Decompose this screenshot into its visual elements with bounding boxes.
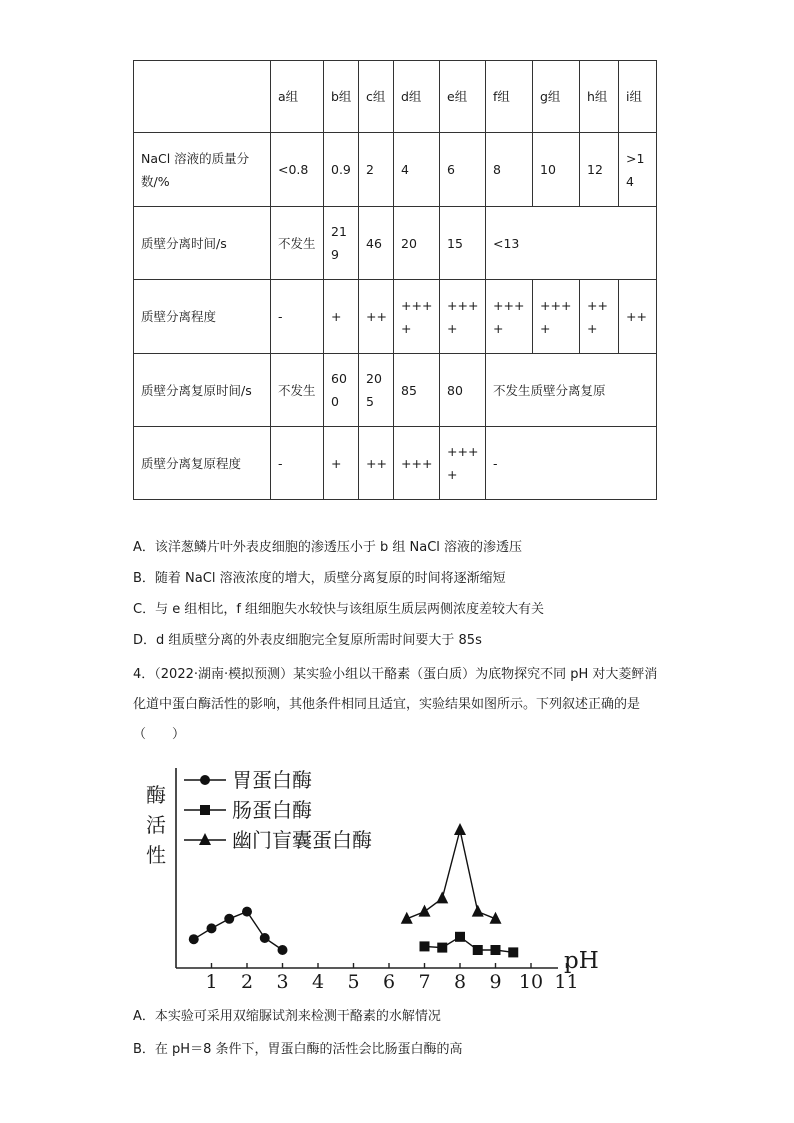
data-point	[200, 805, 210, 815]
question-4-stem: 4．（2022·湖南·模拟预测）某实验小组以干酪素（蛋白质）为底物探究不同 pH 对大菱鲆消化道中蛋白酶活性的影响，其他条件相同且适宜，实验结果如图所示。下列叙述正确的是（ ）	[133, 667, 658, 742]
table-cell: 10	[533, 133, 580, 207]
legend-label: 幽门盲囊蛋白酶	[232, 828, 372, 852]
table-cell: +	[324, 280, 359, 354]
row-label: 质壁分离时间/s	[134, 207, 271, 280]
table-cell: -	[271, 280, 324, 354]
table-cell-merged: 不发生质壁分离复原	[486, 354, 657, 427]
enzyme-activity-chart	[140, 760, 610, 992]
table-cell: 0.9	[324, 133, 359, 207]
series-square	[420, 932, 519, 958]
data-point	[491, 945, 501, 955]
table-cell: ++++	[394, 280, 440, 354]
data-point	[200, 775, 210, 785]
table-cell-merged: -	[486, 427, 657, 500]
table-cell: 600	[324, 354, 359, 427]
x-tick-label: 1	[205, 971, 218, 992]
table-cell-merged: <13	[486, 207, 657, 280]
data-point	[508, 947, 518, 957]
table-cell: 8	[486, 133, 533, 207]
q3-option-d: D．d 组质壁分离的外表皮细胞完全复原所需时间要大于 85s	[133, 633, 482, 648]
q3-option-a: A．该洋葱鳞片叶外表皮细胞的渗透压小于 b 组 NaCl 溶液的渗透压	[133, 540, 523, 555]
row-label: 质壁分离程度	[134, 280, 271, 354]
table-cell: 2	[359, 133, 394, 207]
table-cell: ++	[359, 427, 394, 500]
table-cell: 6	[440, 133, 486, 207]
data-table	[133, 60, 657, 500]
table-row	[134, 427, 657, 500]
table-header-cell: c组	[359, 61, 394, 133]
table-row	[134, 280, 657, 354]
data-point	[420, 941, 430, 951]
data-point	[260, 933, 270, 943]
data-point	[224, 914, 234, 924]
x-tick-label: 9	[489, 971, 502, 992]
x-tick-label: 5	[347, 971, 360, 992]
table-header-cell: b组	[324, 61, 359, 133]
table-cell: +	[324, 427, 359, 500]
table-cell: 205	[359, 354, 394, 427]
table-cell: 85	[394, 354, 440, 427]
chart-legend	[184, 768, 372, 852]
row-label: 质壁分离复原程度	[134, 427, 271, 500]
table-cell: ++	[359, 280, 394, 354]
table-cell: -	[271, 427, 324, 500]
data-point	[437, 943, 447, 953]
table-cell: +++	[580, 280, 619, 354]
table-cell: 不发生	[271, 354, 324, 427]
data-point	[189, 934, 199, 944]
data-point	[454, 823, 466, 835]
table-cell: >14	[619, 133, 657, 207]
series-triangle	[401, 823, 502, 924]
table-cell: ++++	[440, 280, 486, 354]
x-tick-label: 8	[453, 971, 467, 992]
table-header-corner	[134, 61, 271, 133]
q3-option-c: C．与 e 组相比，f 组细胞失水较快与该组原生质层两侧浓度差较大有关	[133, 602, 545, 617]
data-point	[472, 905, 484, 917]
table-header-cell: h组	[580, 61, 619, 133]
data-point	[207, 923, 217, 933]
x-tick-label: 4	[311, 971, 325, 992]
x-tick-label: 10	[518, 971, 544, 992]
row-label: NaCl 溶液的质量分数/%	[134, 133, 271, 207]
table-cell: ++++	[486, 280, 533, 354]
table-cell: 46	[359, 207, 394, 280]
table-cell: ++++	[440, 427, 486, 500]
data-point	[278, 945, 288, 955]
data-point	[419, 905, 431, 917]
table-header-cell: e组	[440, 61, 486, 133]
table-cell: 12	[580, 133, 619, 207]
x-tick-label: 3	[276, 971, 289, 992]
series-line	[407, 830, 496, 919]
data-point	[199, 833, 211, 845]
q4-option-b: B．在 pH＝8 条件下，胃蛋白酶的活性会比肠蛋白酶的高	[133, 1042, 463, 1057]
table-row	[134, 133, 657, 207]
table-cell: 20	[394, 207, 440, 280]
data-point	[436, 891, 448, 903]
table-cell: 不发生	[271, 207, 324, 280]
table-header-cell: f组	[486, 61, 533, 133]
y-axis-label-char: 酶	[146, 783, 166, 807]
table-header-cell: i组	[619, 61, 657, 133]
row-label: 质壁分离复原时间/s	[134, 354, 271, 427]
x-tick-label: 2	[240, 971, 254, 992]
table-cell: ++	[619, 280, 657, 354]
legend-label: 胃蛋白酶	[232, 768, 312, 792]
table-row	[134, 354, 657, 427]
table-cell: 80	[440, 354, 486, 427]
data-table-container	[133, 60, 657, 500]
table-cell: 219	[324, 207, 359, 280]
data-point	[242, 907, 252, 917]
data-point	[455, 932, 465, 942]
table-cell: ++++	[533, 280, 580, 354]
x-axis-label: pH	[564, 948, 599, 974]
table-cell: 4	[394, 133, 440, 207]
q3-option-b: B．随着 NaCl 溶液浓度的增大，质壁分离复原的时间将逐渐缩短	[133, 571, 506, 586]
x-tick-label: 7	[418, 971, 431, 992]
table-header-cell: g组	[533, 61, 580, 133]
table-header-row	[134, 61, 657, 133]
table-cell: <0.8	[271, 133, 324, 207]
data-point	[473, 945, 483, 955]
table-cell: +++	[394, 427, 440, 500]
table-cell: 15	[440, 207, 486, 280]
y-axis-label-char: 活	[146, 813, 166, 837]
table-header-cell: d组	[394, 61, 440, 133]
table-header-cell: a组	[271, 61, 324, 133]
series-line	[194, 912, 283, 950]
x-tick-label: 11	[554, 971, 579, 992]
y-axis-label-char: 性	[146, 843, 166, 867]
y-axis-label	[146, 783, 166, 867]
table-row	[134, 207, 657, 280]
series-circle	[189, 907, 288, 955]
legend-label: 肠蛋白酶	[232, 798, 312, 822]
q4-option-a: A．本实验可采用双缩脲试剂来检测干酪素的水解情况	[133, 1009, 441, 1024]
x-tick-label: 6	[382, 971, 396, 992]
